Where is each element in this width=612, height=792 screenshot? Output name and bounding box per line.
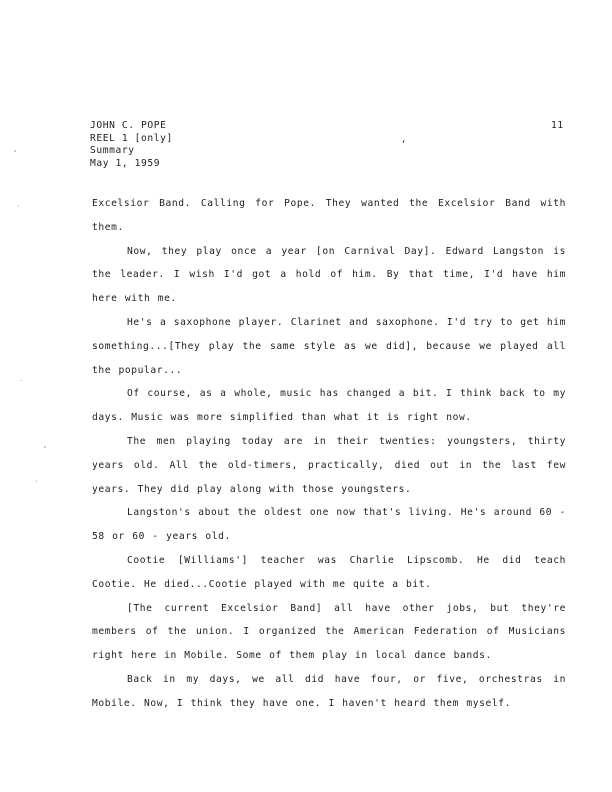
header-block: [90, 120, 173, 170]
page-number: 11: [551, 120, 564, 131]
paragraph: Cootie [Williams'] teacher was Charlie Lipscomb. He did teach Cootie. He died...Cootie played with me quite a bit.: [92, 554, 566, 590]
paragraph: Langston's about the oldest one now that's living. He's around 60 - 58 or 60 - years old.: [92, 507, 566, 543]
paragraph: He's a saxophone player. Clarinet and saxophone. I'd try to get him something...[They play the same style as we did], because we played all the popular...: [92, 316, 566, 376]
scan-speck: [14, 150, 16, 152]
scan-speck: [20, 380, 22, 381]
reel-label: REEL 1 [only]: [90, 132, 173, 144]
paragraph: Back in my days, we all did have four, or five, orchestras in Mobile. Now, I think they have one. I haven't heard them myself.: [92, 673, 566, 709]
transcript-body: [92, 192, 566, 716]
scan-speck: [36, 480, 37, 482]
paragraph: Of course, as a whole, music has changed a bit. I think back to my days. Music was more simplified than what it is right now.: [92, 388, 566, 424]
interview-date: May 1, 1959: [90, 157, 161, 169]
document-type: Summary: [90, 145, 135, 156]
scan-speck: [44, 446, 46, 448]
scan-speck: [18, 205, 19, 207]
interviewee-name: JOHN C. POPE: [90, 120, 167, 131]
paragraph: [The current Excelsior Band] all have other jobs, but they're members of the union. I organized the American Federation of Musicians right here in Mobile. Some of them play in local dance bands.: [92, 602, 566, 662]
stray-mark: ,: [401, 135, 408, 145]
paragraph: The men playing today are in their twenties: youngsters, thirty years old. All the old-timers, practically, died out in the last few years. They did play along with those youngsters.: [92, 435, 566, 495]
paragraph: Excelsior Band. Calling for Pope. They wanted the Excelsior Band with them.: [92, 198, 566, 233]
paragraph: Now, they play once a year [on Carnival Day]. Edward Langston is the leader. I wish I'd got a hold of him. By that time, I'd have him here with me.: [92, 245, 566, 305]
